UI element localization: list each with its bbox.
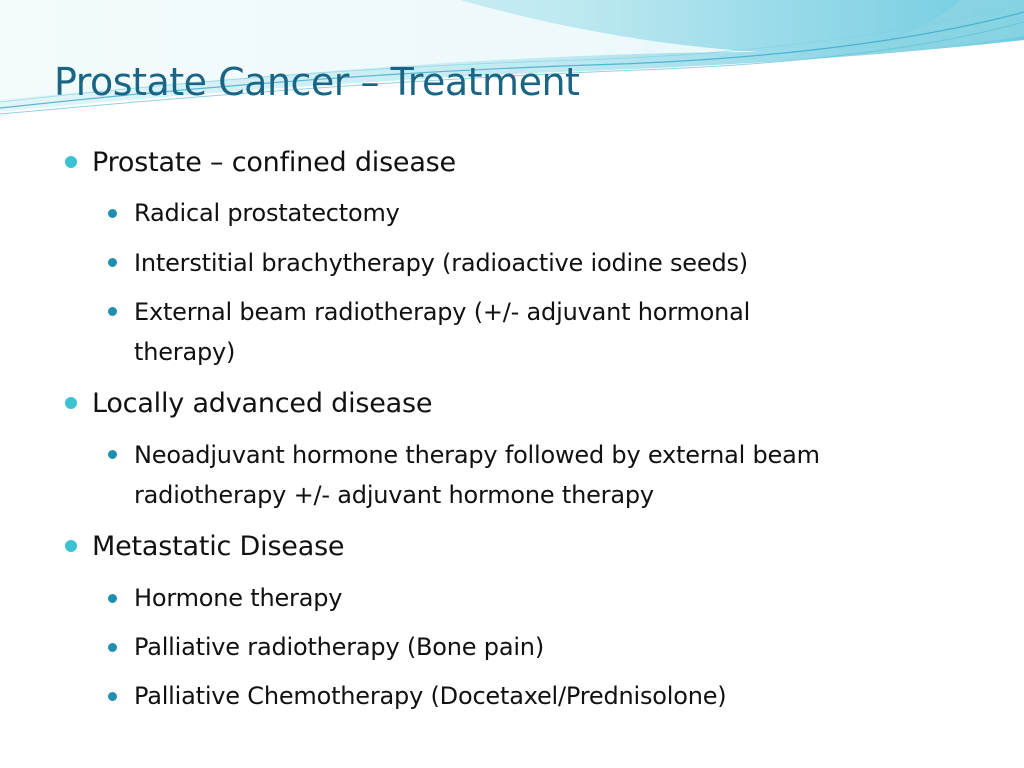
bullet-icon — [65, 397, 77, 409]
sub-bullet-icon — [108, 209, 117, 218]
slide-title: Prostate Cancer – Treatment — [54, 60, 580, 104]
list-item: Palliative radiotherapy (Bone pain) — [134, 633, 544, 661]
sub-bullet-icon — [108, 643, 117, 652]
sub-bullet-icon — [108, 307, 117, 316]
list-item: Radical prostatectomy — [134, 199, 400, 227]
list-item: Interstitial brachytherapy (radioactive iodine seeds) — [134, 249, 748, 277]
sub-bullet-icon — [108, 692, 117, 701]
section-heading: Locally advanced disease — [92, 388, 433, 419]
list-item: Hormone therapy — [134, 584, 343, 612]
list-item: Neoadjuvant hormone therapy followed by external beam radiotherapy +/- adjuvant hormone therapy — [134, 441, 820, 509]
list-item: External beam radiotherapy (+/- adjuvant hormonal therapy) — [134, 298, 751, 366]
sub-bullet-icon — [108, 258, 117, 267]
sub-bullet-icon — [108, 450, 117, 459]
section-heading: Metastatic Disease — [92, 531, 345, 562]
list-item: Palliative Chemotherapy (Docetaxel/Prednisolone) — [134, 682, 727, 710]
sub-bullet-icon — [108, 594, 117, 603]
bullet-icon — [65, 156, 77, 168]
bullet-icon — [65, 540, 77, 552]
section-heading: Prostate – confined disease — [92, 147, 456, 178]
